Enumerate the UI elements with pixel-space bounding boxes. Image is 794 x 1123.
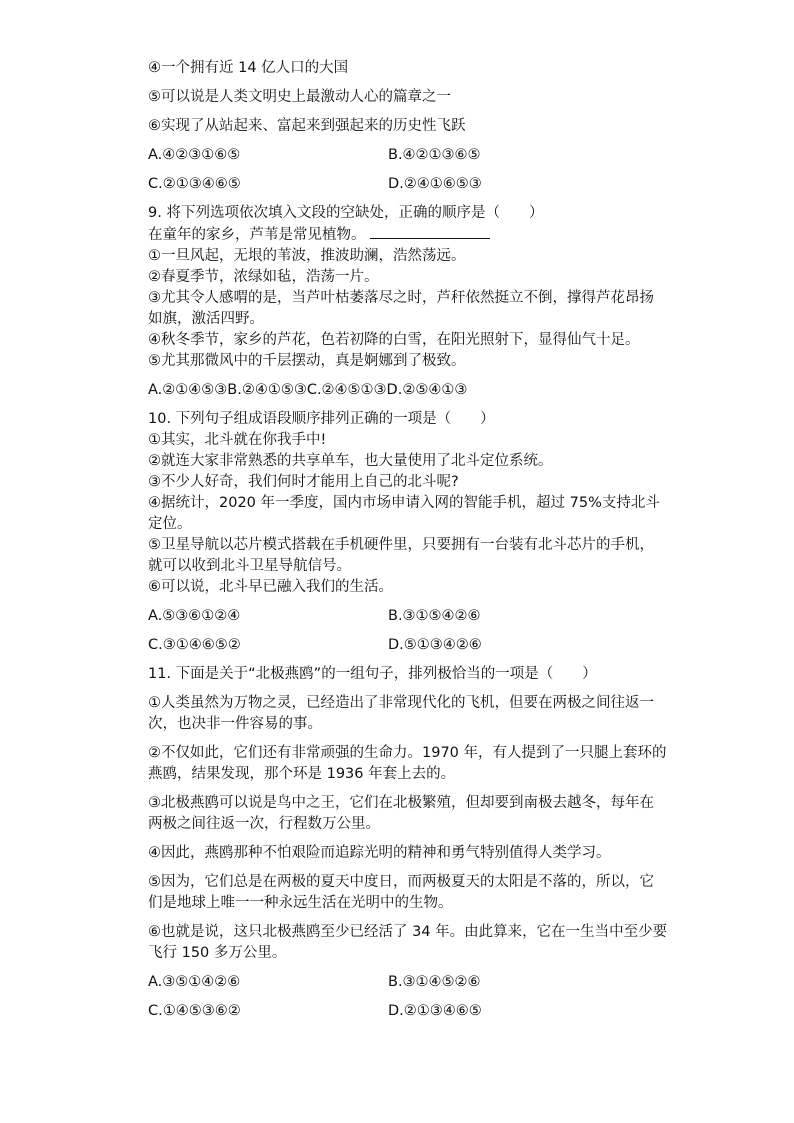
q9-stem bbox=[148, 224, 678, 246]
q10-options-row-1 bbox=[148, 606, 678, 627]
q8-options-row-2 bbox=[148, 174, 678, 195]
q11-item-6: ⑥也就是说，这只北极燕鸥至少已经活了 34 年。由此算来，它在一生当中至少要飞行 150 多万公里。 bbox=[148, 924, 668, 961]
q11-title: 11. 下面是关于“北极燕鸥”的一组句子，排列极恰当的一项是（ ） bbox=[148, 666, 597, 682]
q10-options-row-2 bbox=[148, 635, 678, 656]
q10-item-6: ⑥可以说，北斗早已融入我们的生活。 bbox=[148, 579, 393, 595]
q10-item-2: ②就连大家非常熟悉的共享单车，也大量使用了北斗定位系统。 bbox=[148, 453, 553, 469]
q8-option-c[interactable]: C.②①③④⑥⑤ bbox=[148, 176, 241, 192]
q8-item-4: ④一个拥有近 14 亿人口的大国 bbox=[148, 60, 349, 76]
q11-option-b[interactable]: B.③①④⑤②⑥ bbox=[388, 974, 481, 990]
q11-item-3: ③北极燕鸥可以说是鸟中之王，它们在北极繁殖，但却要到南极去越冬，每年在两极之间往返一次，行程数万公里。 bbox=[148, 795, 654, 832]
q9-item-3: ③尤其令人感喟的是，当芦叶枯萎落尽之时，芦秆依然挺立不倒，撑得芦花昂扬如旗，激活四野。 bbox=[148, 290, 654, 327]
q9-title: 9. 将下列选项依次填入文段的空缺处，正确的顺序是（ ） bbox=[148, 205, 544, 221]
q11-option-d[interactable]: D.②①③④⑥⑤ bbox=[388, 1003, 482, 1019]
document-page bbox=[148, 58, 678, 1030]
q8-option-a[interactable]: A.④②③①⑥⑤ bbox=[148, 147, 241, 163]
q10-item-4: ④据统计，2020 年一季度，国内市场申请入网的智能手机，超过 75%支持北斗定位。 bbox=[148, 495, 660, 532]
q8-option-b[interactable]: B.④②①③⑥⑤ bbox=[388, 147, 481, 163]
q11-options-row-1 bbox=[148, 972, 678, 993]
q11-item-4: ④因此，燕鸥那种不怕艰险而追踪光明的精神和勇气特别值得人类学习。 bbox=[148, 845, 611, 861]
q10-item-3: ③不少人好奇，我们何时才能用上自己的北斗呢? bbox=[148, 474, 459, 490]
q9-item-4: ④秋冬季节，家乡的芦花，色若初降的白雪，在阳光照射下，显得仙气十足。 bbox=[148, 332, 640, 348]
q10-item-5: ⑤卫星导航以芯片模式搭载在手机硬件里，只要拥有一台装有北斗芯片的手机，就可以收到北斗卫星导航信号。 bbox=[148, 537, 654, 574]
q9-item-1: ①一旦风起，无垠的苇波，推波助澜，浩然荡远。 bbox=[148, 248, 466, 264]
q8-item-5: ⑤可以说是人类文明史上最激动人心的篇章之一 bbox=[148, 89, 451, 105]
q10-option-b[interactable]: B.③①⑤④②⑥ bbox=[388, 608, 481, 624]
q10-item-1: ①其实，北斗就在你我手中! bbox=[148, 432, 327, 448]
q10-option-c[interactable]: C.③①④⑥⑤② bbox=[148, 637, 241, 653]
q9-item-5: ⑤尤其那微风中的千层摆动，真是婀娜到了极致。 bbox=[148, 353, 466, 369]
q11-item-5: ⑤因为，它们总是在两极的夏天中度日，而两极夏天的太阳是不落的，所以，它们是地球上唯一一种永远生活在光明中的生物。 bbox=[148, 874, 654, 911]
q9-blank bbox=[370, 224, 490, 239]
q10-title: 10. 下列句子组成语段顺序排列正确的一项是（ ） bbox=[148, 411, 495, 427]
q9-stem-text: 在童年的家乡，芦苇是常见植物。 bbox=[148, 227, 366, 243]
q10-option-a[interactable]: A.⑤③⑥①②④ bbox=[148, 608, 241, 624]
q9-options[interactable]: A.②①④⑤③B.②④①⑤③C.②④⑤①③D.②⑤④①③ bbox=[148, 382, 468, 398]
q11-options-row-2 bbox=[148, 1001, 678, 1022]
q9-item-2: ②春夏季节，浓绿如毡，浩荡一片。 bbox=[148, 269, 379, 285]
q11-item-1: ①人类虽然为万物之灵，已经造出了非常现代化的飞机，但要在两极之间往返一次，也决非一件容易的事。 bbox=[148, 695, 654, 732]
q11-option-a[interactable]: A.③⑤①④②⑥ bbox=[148, 974, 241, 990]
q11-option-c[interactable]: C.①④⑤③⑥② bbox=[148, 1003, 241, 1019]
q11-item-2: ②不仅如此，它们还有非常顽强的生命力。1970 年，有人提到了一只腿上套环的燕鸥，结果发现，那个环是 1936 年套上去的。 bbox=[148, 745, 667, 782]
q8-options-row-1 bbox=[148, 145, 678, 166]
q8-item-6: ⑥实现了从站起来、富起来到强起来的历史性飞跃 bbox=[148, 118, 466, 134]
q8-option-d[interactable]: D.②④①⑥⑤③ bbox=[388, 176, 482, 192]
q10-option-d[interactable]: D.⑤①③④②⑥ bbox=[388, 637, 482, 653]
